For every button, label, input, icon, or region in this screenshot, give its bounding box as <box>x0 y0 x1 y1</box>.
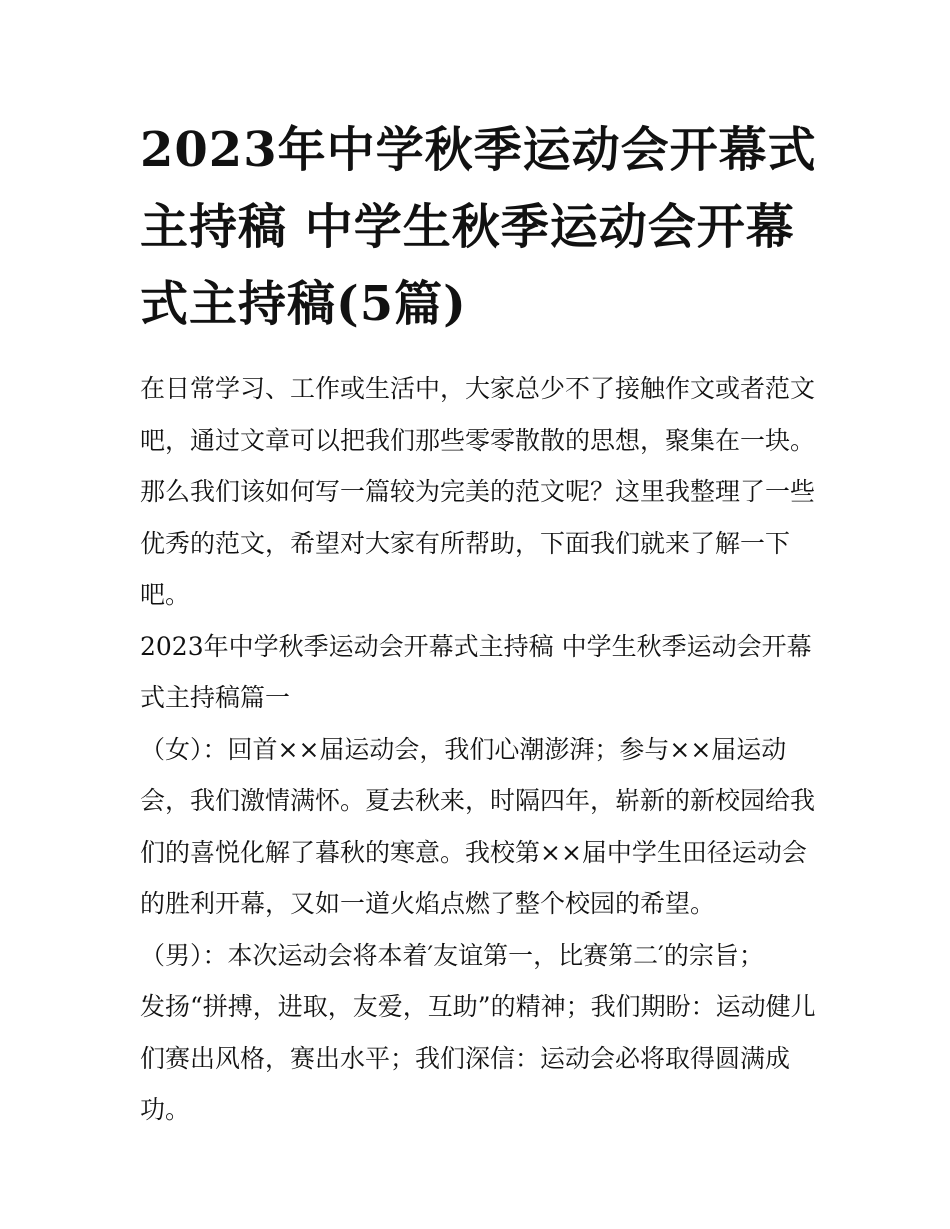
text-line: 那么我们该如何写一篇较为完美的范文呢？这里我整理了一些 <box>140 477 816 506</box>
text-line: 会，我们激情满怀。夏去秋来，时隔四年，崭新的新校园给我 <box>140 786 816 815</box>
section-heading <box>140 621 820 724</box>
text-line: 们的喜悦化解了暮秋的寒意。我校第××届中学生田径运动会 <box>140 837 807 867</box>
intro-paragraph <box>140 363 820 621</box>
text-line: （男）：本次运动会将本着′友谊第一，比赛第二′的宗旨； <box>140 940 764 970</box>
document-page <box>140 112 820 1136</box>
text-line: 吧。 <box>140 580 191 609</box>
text-line: 发扬“拼搏，进取，友爱，互助”的精神；我们期盼：运动健儿 <box>140 992 816 1021</box>
text-line: 在日常学习、工作或生活中，大家总少不了接触作文或者范文 <box>140 374 816 403</box>
text-line: （女）：回首××届运动会，我们心潮澎湃；参与××届运动 <box>140 734 787 764</box>
text-line: 们赛出风格，赛出水平；我们深信：运动会必将取得圆满成 <box>140 1043 791 1073</box>
female-host-paragraph <box>140 724 820 930</box>
text-line: 吧，通过文章可以把我们那些零零散散的思想，聚集在一块。 <box>140 425 816 455</box>
text-line: 功。 <box>140 1095 191 1124</box>
male-host-paragraph <box>140 930 820 1136</box>
document-body <box>140 363 820 1136</box>
title-line: 2023年中学秋季运动会开幕式 <box>140 122 817 178</box>
text-line: 优秀的范文，希望对大家有所帮助，下面我们就来了解一下 <box>140 528 791 558</box>
document-title <box>140 112 820 343</box>
title-line: 主持稿 中学生秋季运动会开幕 <box>140 199 795 255</box>
text-line: 的胜利开幕，又如一道火焰点燃了整个校园的希望。 <box>140 889 716 918</box>
text-line: 式主持稿篇一 <box>140 683 291 712</box>
text-line: 2023年中学秋季运动会开幕式主持稿 中学生秋季运动会开幕 <box>140 631 812 661</box>
title-line: 式主持稿(5篇) <box>140 276 467 332</box>
